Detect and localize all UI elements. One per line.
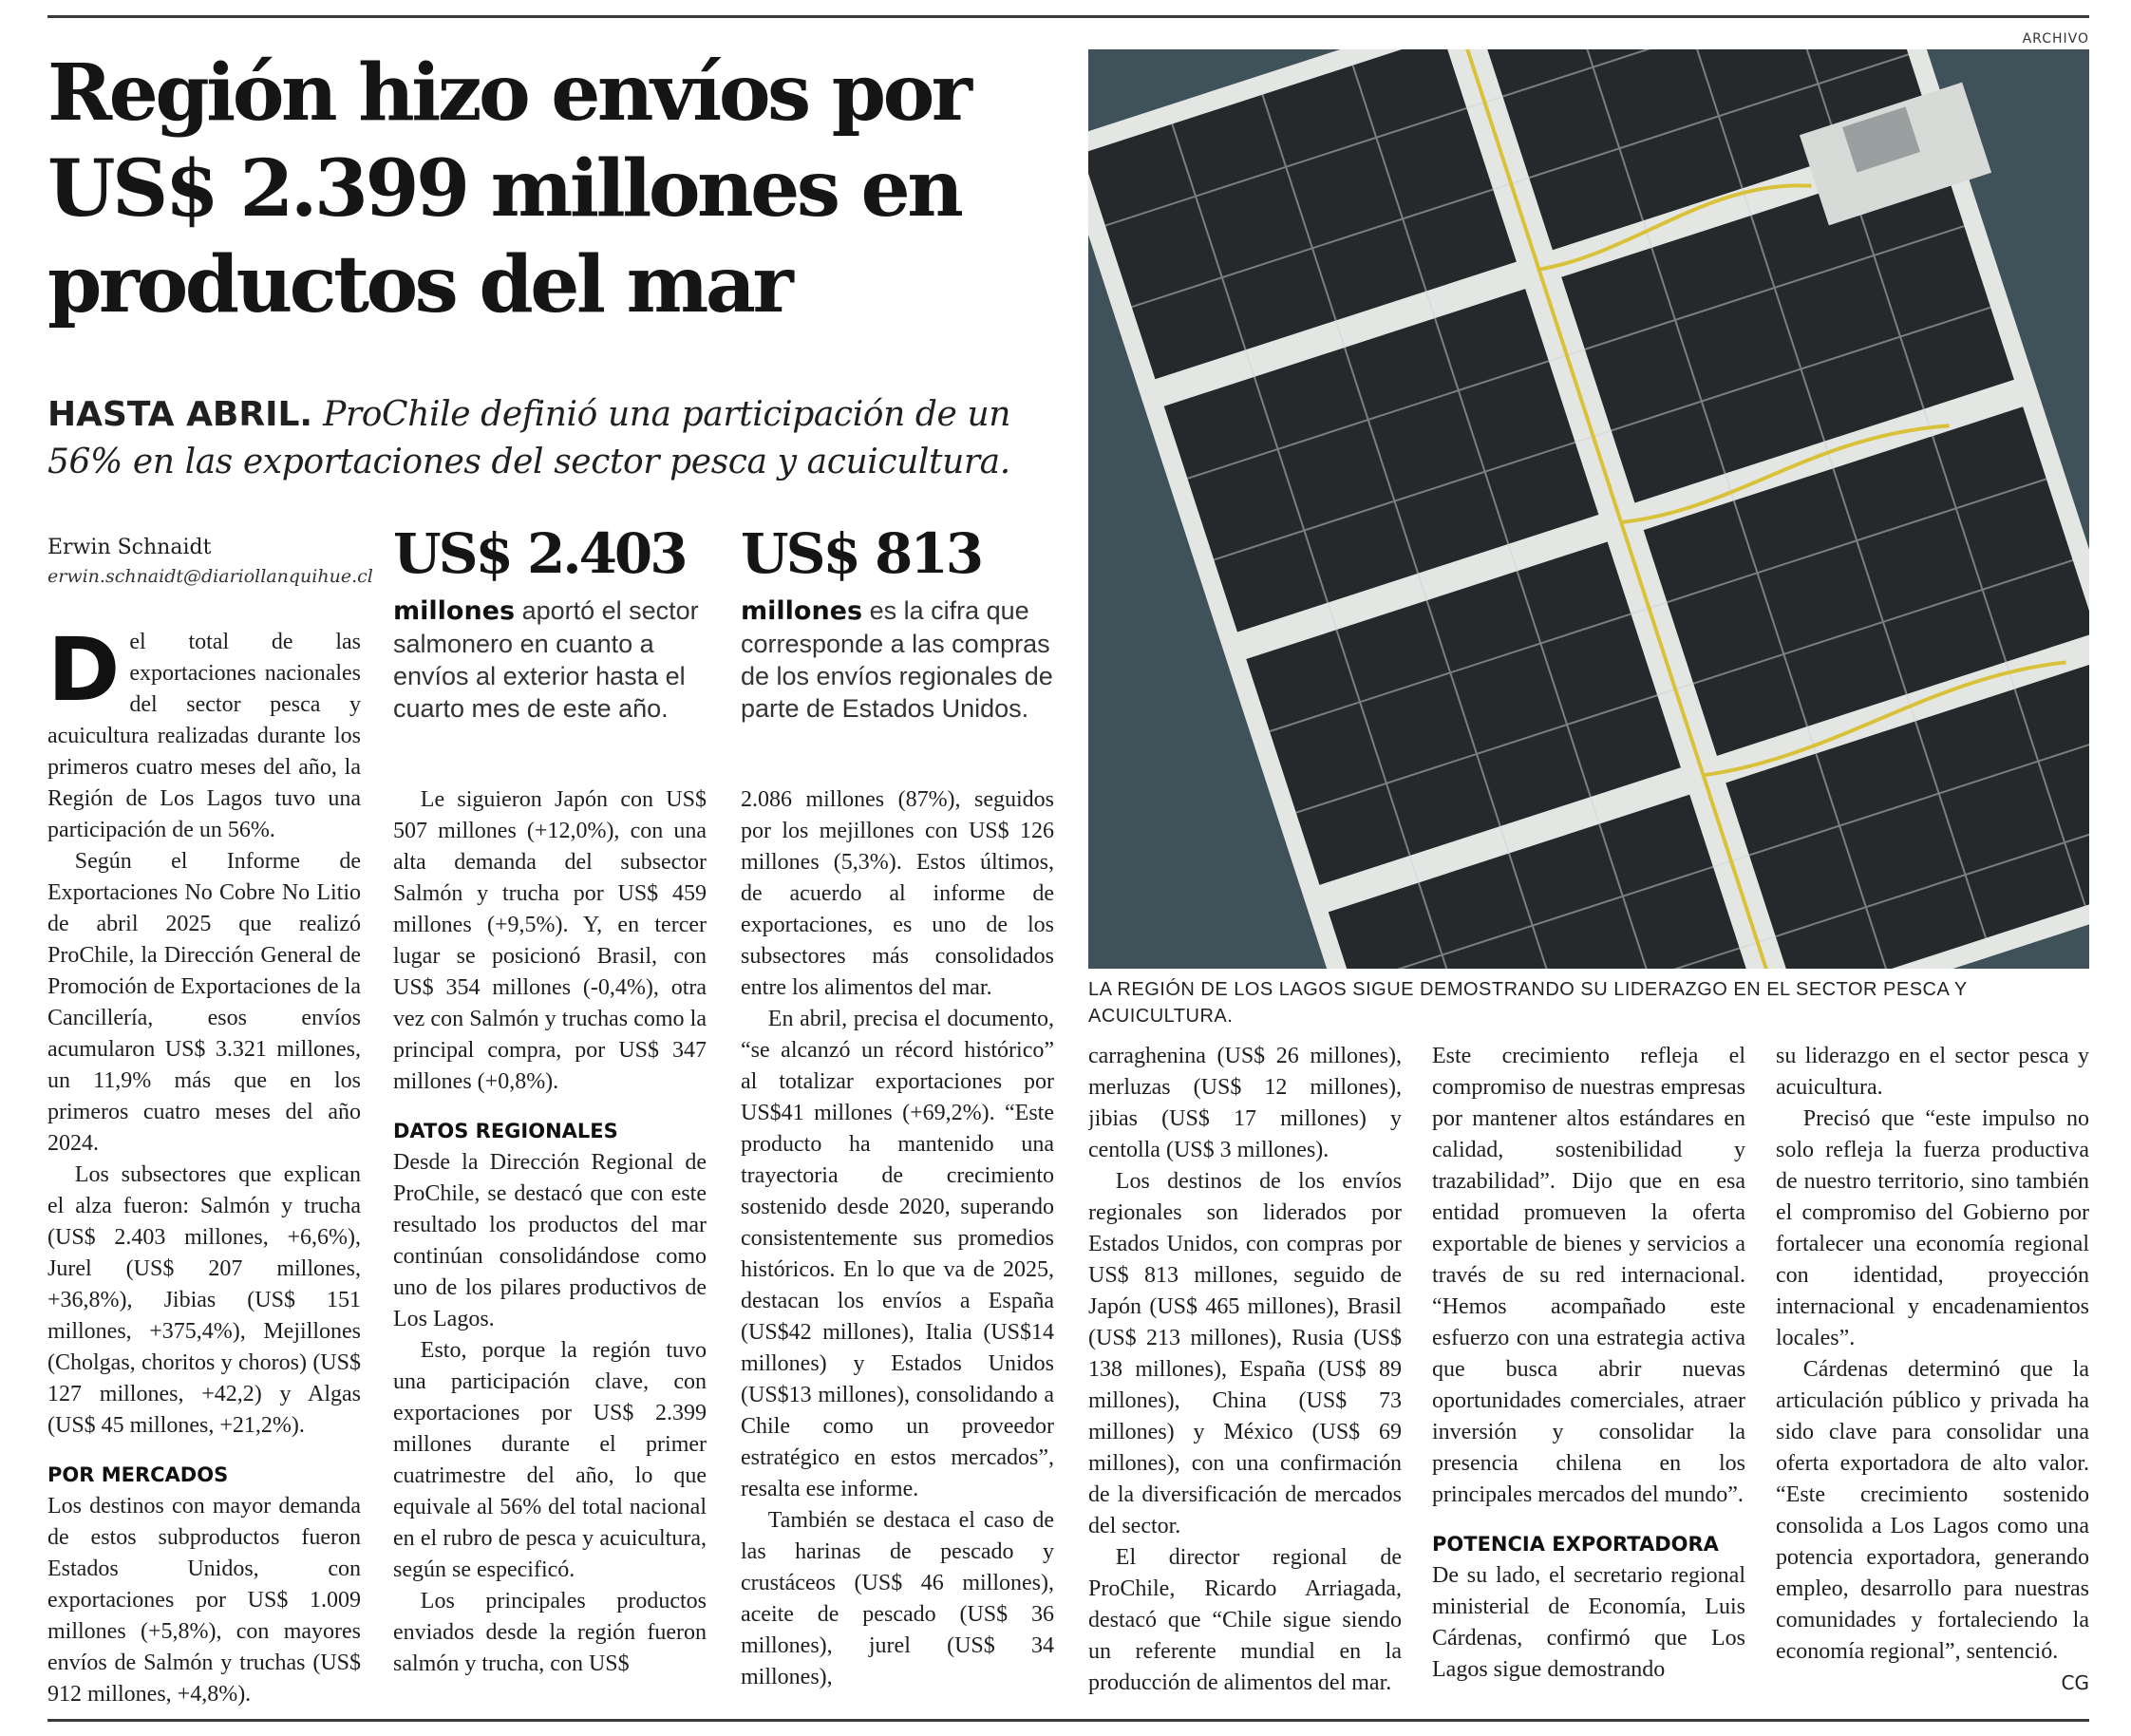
paragraph: Desde la Dirección Regional de ProChile, se destacó que con este resultado los productos del mar continúan consolidándose como uno de los pilares productivos de Los Lagos. <box>393 1150 707 1331</box>
stat-salmon-unit: millones <box>393 596 516 626</box>
stat-salmon-value: US$ 2.403 <box>393 521 686 586</box>
body-column-2 <box>393 784 707 1715</box>
stat-salmon <box>393 520 721 725</box>
drop-cap: D <box>47 627 121 721</box>
body-column-3 <box>741 784 1054 1715</box>
paragraph: Según el Informe de Exportaciones No Cobre No Litio de abril 2025 que realizó ProChile, la Dirección General de Promoción de Exportaciones de la Cancillería, esos envíos acumularon US$ 3.321 millones, un 11,9% más que en los primeros cuatro meses del año 2024. <box>47 849 361 1156</box>
paragraph <box>47 627 361 846</box>
paragraph: De su lado, el secretario regional ministerial de Economía, Luis Cárdenas, confirmó que Los Lagos sigue demostrando <box>1432 1563 1745 1682</box>
body-column-5 <box>1432 1041 1745 1715</box>
photo-credit: ARCHIVO <box>2022 31 2089 47</box>
subhead-kicker: HASTA ABRIL. <box>47 395 313 434</box>
stat-usa-value: US$ 813 <box>741 521 982 586</box>
byline <box>47 534 373 591</box>
paragraph: Precisó que “este impulso no solo refleja la fuerza productiva de nuestro territorio, sino también el compromiso del Gobierno por fortalecer una economía regional con identidad, proyección internacional y encadenamientos locales”. <box>1776 1106 2089 1350</box>
paragraph: Los destinos de los envíos regionales son liderados por Estados Unidos, con compras por US$ 813 millones, seguido de Japón (US$ 465 millones), Brasil (US$ 213 millones), Rusia (US$ 138 millones), España (US$ 89 millones), China (US$ 73 millones) y México (US$ 69 millones), con una confirmación de la diversificación de mercados del sector. <box>1088 1169 1402 1538</box>
subhead-text: ProChile definió una participación de un 56% en las exportaciones del sector pesca y acuicultura. <box>47 395 1011 481</box>
paragraph-text: el total de las exportaciones nacionales del sector pesca y acuicultura realizadas durante los primeros cuatro meses del año, la Región de Los Lagos tuvo una participación de un 56%. <box>47 630 361 842</box>
body-column-4 <box>1088 1041 1402 1715</box>
stat-usa-unit: millones <box>741 596 863 626</box>
paragraph: Los subsectores que explican el alza fueron: Salmón y trucha (US$ 2.403 millones, +6,6%), Jurel (US$ 207 millones, +36,8%), Jibias (US$ 151 millones, +375,4%), Mejillones (Cholgas, choritos y choros) (US$ 127 millones, +42,2) y Algas (US$ 45 millones, +21,2%). <box>47 1162 361 1438</box>
paragraph: En abril, precisa el documento, “se alcanzó un récord histórico” al totalizar exportaciones por US$41 millones (+69,2%). “Este producto ha mantenido una trayectoria de crecimiento sostenido desde 2020, superando consistentemente sus promedios históricos. En lo que va de 2025, destacan los envíos a España (US$42 millones), Italia (US$14 millones) y Estados Unidos (US$13 millones), consolidando a Chile como un proveedor estratégico en estos mercados”, resalta ese informe. <box>741 1007 1054 1501</box>
paragraph-text: Cárdenas determinó que la articulación público y privada ha sido clave para consolidar una oferta exportadora de alto valor. “Este crecimiento sostenido consolida a Los Lagos como una potencia exportadora, generando empleo, desarrollo para nuestras comunidades y fortaleciendo la economía regional”, sentenció. <box>1776 1357 2089 1664</box>
stat-salmon-description: aportó el sector salmonero en cuanto a envíos al exterior hasta el cuarto mes de este año. <box>393 596 699 723</box>
section-heading-regionales: DATOS REGIONALES <box>393 1120 618 1142</box>
paragraph: Los destinos con mayor demanda de estos subproductos fueron Estados Unidos, con exportaciones por US$ 1.009 millones (+5,8%), con mayores envíos de Salmón y truchas (US$ 912 millones, +4,8%). <box>47 1494 361 1707</box>
paragraph: Esto, porque la región tuvo una participación clave, con exportaciones por US$ 2.399 millones durante el primer cuatrimestre del año, lo que equivale al 56% del total nacional en el rubro de pesca y acuicultura, según se especificó. <box>393 1338 707 1582</box>
salmon-farm-pens-illustration <box>1088 49 2089 969</box>
section-heading-potencia: POTENCIA EXPORTADORA <box>1432 1533 1719 1556</box>
section-heading-mercados: POR MERCADOS <box>47 1463 229 1486</box>
photo-caption: LA REGIÓN DE LOS LAGOS SIGUE DEMOSTRANDO SU LIDERAZGO EN EL SECTOR PESCA Y ACUICULTURA. <box>1088 979 1968 1027</box>
paragraph: 2.086 millones (87%), seguidos por los mejillones con US$ 126 millones (5,3%). Estos últimos, de acuerdo al informe de exportaciones, es uno de los subsectores más consolidados entre los alimentos del mar. <box>741 787 1054 1000</box>
bottom-rule <box>47 1719 2089 1722</box>
paragraph: carraghenina (US$ 26 millones), merluzas (US$ 12 millones), jibias (US$ 17 millones) y centolla (US$ 3 millones). <box>1088 1044 1402 1162</box>
body-column-1 <box>47 627 361 1714</box>
aquaculture-photo <box>1088 49 2089 969</box>
top-rule <box>47 15 2089 18</box>
headline: Región hizo envíos por US$ 2.399 millones en productos del mar <box>47 47 970 330</box>
paragraph: Los principales productos enviados desde la región fueron salmón y trucha, con US$ <box>393 1589 707 1676</box>
paragraph: su liderazgo en el sector pesca y acuicultura. <box>1776 1044 2089 1100</box>
paragraph: El director regional de ProChile, Ricardo Arriagada, destacó que “Chile sigue siendo un referente mundial en la producción de alimentos del mar. <box>1088 1545 1402 1695</box>
stat-salmon-text <box>393 594 721 725</box>
author-name: Erwin Schnaidt <box>47 536 212 559</box>
body-column-6 <box>1776 1041 2089 1715</box>
paragraph: Le siguieron Japón con US$ 507 millones (+12,0%), con una alta demanda del subsector Salmón y trucha por US$ 459 millones (+9,5%). Y, en tercer lugar se posicionó Brasil, con US$ 354 millones (-0,4%), otra vez con Salmón y truchas como la principal compra, por US$ 347 millones (+0,8%). <box>393 787 707 1094</box>
paragraph: También se destaca el caso de las harinas de pescado y crustáceos (US$ 46 millones), aceite de pescado (US$ 36 millones), jurel (US$ 34 millones), <box>741 1508 1054 1689</box>
stat-usa <box>741 520 1068 725</box>
paragraph: Este crecimiento refleja el compromiso de nuestras empresas por mantener altos estándares en calidad, sostenibilidad y trazabilidad”. Dijo que en esa entidad promueven la oferta exportable de bienes y servicios a través de su red internacional. “Hemos acompañado este esfuerzo con una estrategia activa que busca abrir nuevas oportunidades comerciales, atraer inversión y consolidar la presencia chilena en los principales mercados del mundo”. <box>1432 1044 1745 1507</box>
author-signature: CG <box>2061 1671 2089 1694</box>
subhead <box>47 391 1054 486</box>
author-email[interactable]: erwin.schnaidt@diariollanquihue.cl <box>47 566 373 587</box>
stat-usa-text <box>741 594 1068 725</box>
stat-usa-description: es la cifra que corresponde a las compras de los envíos regionales de parte de Estados Unidos. <box>741 596 1053 723</box>
paragraph <box>1776 1354 2089 1694</box>
